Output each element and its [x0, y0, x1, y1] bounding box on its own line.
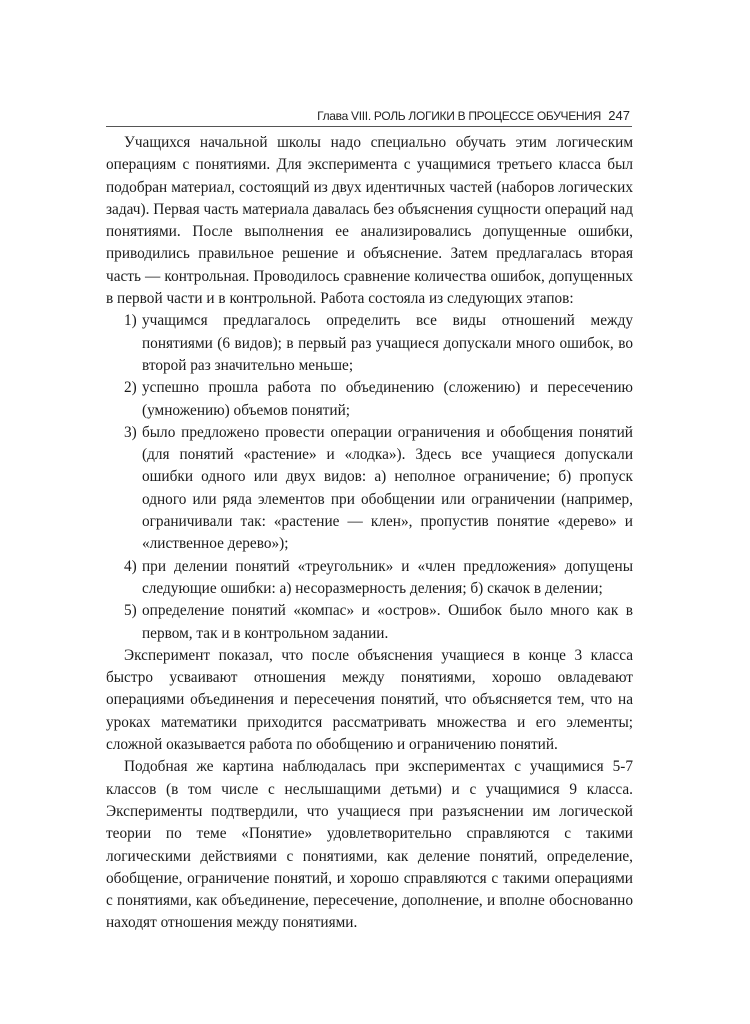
list-item [106, 600, 633, 645]
running-head: Глава VIII. РОЛЬ ЛОГИКИ В ПРОЦЕССЕ ОБУЧЕНИЯ [317, 109, 601, 123]
paragraph-intro: Учащихся начальной школы надо специально обучать этим логическим операциям с понятиями. Для эксперимента с учащимися третьего класса был подобран материал, состоящий из двух идентичных частей (наборов логических задач). Первая часть материала давалась без объяснения сущности операций над понятиями. После выполнения ее анализировались допущенные ошибки, приводились правильное решение и объяснение. Затем предлагалась вторая часть — контрольная. Проводилось сравнение количества ошибок, допущенных в первой части и в контрольной. Работа состояла из следующих этапов: [106, 134, 633, 308]
page-number: 247 [608, 108, 630, 123]
paragraph-conclusion: Эксперимент показал, что после объяснения учащиеся в конце 3 класса быстро усваивают отношения между понятиями, хорошо овладевают операциями объединения и пересечения понятий, что объясняется тем, что на уроках математики приходится рассматривать множества и его элементы; сложной оказывается работа по обобщению и ограничению понятий. [106, 646, 633, 754]
list-item-number: 5) [124, 602, 137, 620]
list-item-text: определение понятий «компас» и «остров». Ошибок было много как в первом, так и в контрольном задании. [142, 602, 633, 642]
paragraph-final: Подобная же картина наблюдалась при экспериментах с учащимися 5-7 классов (в том числе с неслышащими детьми) и с учащимися 9 класса. Эксперименты подтвердили, что учащиеся при разъяснении им логической теории по теме «Понятие» удовлетворительно справляются с такими логическими действиями с понятиями, как деление понятий, определение, обобщение, ограничение понятий, и хорошо справляются с такими операциями с понятиями, как объединение, пересечение, дополнение, и вполне обоснованно находят отношения между понятиями. [106, 758, 633, 932]
stages-list [106, 310, 633, 644]
list-item [106, 310, 633, 377]
list-item-number: 1) [124, 312, 137, 330]
list-item-text: при делении понятий «треугольник» и «член предложения» допущены следующие ошибки: а) несоразмерность деления; б) скачок в делении; [142, 557, 633, 597]
list-item [106, 556, 633, 601]
list-item-text: успешно прошла работа по объединению (сложению) и пересечению (умножению) объемов понятий; [142, 379, 633, 419]
list-item-number: 4) [124, 557, 137, 575]
list-item [106, 422, 633, 556]
list-item-number: 2) [124, 379, 137, 397]
list-item-text: было предложено провести операции ограничения и обобщения понятий (для понятий «растение» и «лодка»). Здесь все учащиеся допускали ошибки одного или двух видов: а) неполное ограничение; б) пропуск одного или ряда элементов при обобщении или ограничении (например, ограничивали так: «растение — клен», пропустив понятие «дерево» и «лиственное дерево»); [142, 423, 633, 553]
list-item-text: учащимся предлагалось определить все виды отношений между понятиями (6 видов); в первый раз учащиеся допускали много ошибок, во второй раз значительно меньше; [142, 312, 633, 374]
list-item-number: 3) [124, 423, 137, 441]
page-body [106, 132, 633, 935]
list-item [106, 377, 633, 422]
page-header [106, 106, 632, 127]
